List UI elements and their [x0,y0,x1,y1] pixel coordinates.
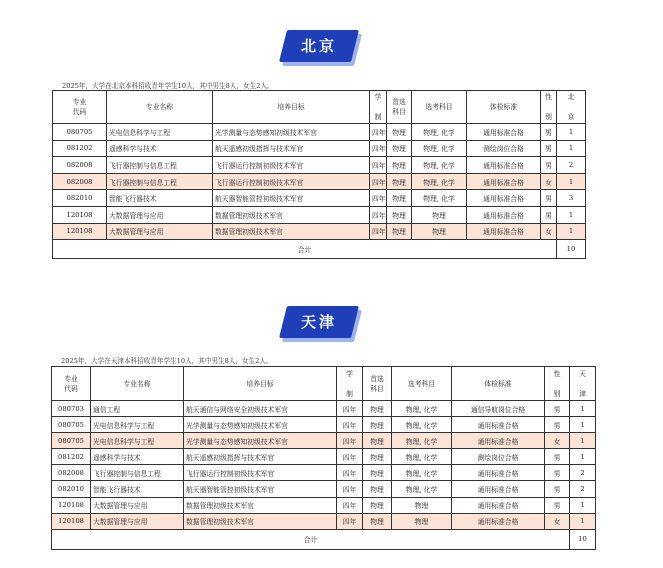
cell-elective: 物理, 化学 [412,190,467,207]
cell-first-subject: 物理 [363,465,392,481]
cell-elective: 物理, 化学 [412,124,467,141]
table-row [52,417,596,433]
col-header-quota: 天 津 [570,367,596,401]
cell-physical-standard: 通用标准合格 [467,173,541,190]
table-row [53,206,586,223]
cell-first-subject: 物理 [387,157,412,174]
badge-label: 天津 [300,313,337,331]
cell-code: 081202 [53,140,107,157]
cell-duration: 四年 [337,417,363,433]
cell-code: 120108 [52,497,91,513]
cell-training-target: 光学测量与态势感知初级技术军官 [213,124,370,141]
cell-elective: 物理, 化学 [392,449,452,465]
table-row [52,497,596,513]
cell-code: 082008 [52,465,91,481]
enrollment-note: 2025年，大学在天津本科招收青年学生10人，其中男生8人，女生2人。 [61,357,273,365]
col-header-physical: 体检标准 [467,91,541,124]
col-header-quota: 北 京 [557,91,586,124]
cell-duration: 四年 [337,449,363,465]
cell-physical-standard: 通用标准合格 [452,513,545,529]
cell-code: 082010 [52,481,91,497]
cell-training-target: 航天器智能管控初级技术军官 [184,481,337,497]
cell-first-subject: 物理 [363,401,392,417]
cell-major-name: 智能飞行器技术 [107,190,213,207]
badge-label: 北京 [300,37,337,55]
cell-quota: 1 [570,401,596,417]
cell-elective: 物理, 化学 [392,433,452,449]
cell-elective: 物理, 化学 [412,157,467,174]
cell-gender: 男 [541,157,557,174]
enrollment-note: 2025年，大学在北京本科招收青年学生10人，其中男生8人，女生2人。 [62,82,274,90]
cell-gender: 男 [545,481,570,497]
cell-major-name: 大数据管理与应用 [91,497,184,513]
cell-quota: 2 [570,481,596,497]
table-row [53,190,586,207]
cell-training-target: 飞行器运行控制初级技术军官 [213,173,370,190]
cell-major-name: 光电信息科学与工程 [91,417,184,433]
cell-elective: 物理 [392,497,452,513]
cell-major-name: 智能飞行器技术 [91,481,184,497]
cell-major-name: 飞行器控制与信息工程 [107,173,213,190]
col-header-target: 培养目标 [184,367,337,401]
cell-training-target: 航天器智能管控初级技术军官 [213,190,370,207]
cell-training-target: 光学测量与态势感知初级技术军官 [184,433,337,449]
cell-training-target: 数据管理初级技术军官 [213,206,370,223]
total-row [52,529,596,549]
cell-duration: 四年 [370,157,387,174]
cell-major-name: 大数据管理与应用 [91,513,184,529]
table-header-row [52,367,596,401]
cell-duration: 四年 [370,206,387,223]
table-row [53,173,586,190]
cell-code: 080705 [53,124,107,141]
cell-gender: 女 [541,223,557,240]
cell-quota: 2 [570,465,596,481]
cell-first-subject: 物理 [387,206,412,223]
cell-quota: 1 [570,433,596,449]
cell-code: 080703 [52,401,91,417]
col-header-elective: 选考科目 [392,367,452,401]
cell-duration: 四年 [337,465,363,481]
cell-first-subject: 物理 [363,497,392,513]
cell-gender: 女 [545,513,570,529]
cell-first-subject: 物理 [363,481,392,497]
cell-major-name: 遥感科学与技术 [107,140,213,157]
cell-quota: 1 [557,140,586,157]
cell-duration: 四年 [337,497,363,513]
section-badge-beijing [279,30,359,62]
cell-first-subject: 物理 [387,190,412,207]
col-header-gender: 性 别 [541,91,557,124]
col-header-elective: 选考科目 [412,91,467,124]
cell-training-target: 航天遥感初级指挥与技术军官 [213,140,370,157]
cell-gender: 男 [541,140,557,157]
cell-physical-standard: 测绘岗位合格 [452,449,545,465]
cell-elective: 物理, 化学 [392,417,452,433]
table-body [52,401,596,550]
cell-elective: 物理 [392,513,452,529]
table-body [53,124,586,259]
col-header-target: 培养目标 [213,91,370,124]
cell-training-target: 数据管理初级技术军官 [184,497,337,513]
cell-physical-standard: 通用标准合格 [467,157,541,174]
cell-physical-standard: 通用标准合格 [452,433,545,449]
table-row [52,433,596,449]
table-row [52,401,596,417]
cell-quota: 1 [570,513,596,529]
admission-table-beijing [52,90,586,259]
total-row [53,240,586,259]
cell-quota: 1 [557,206,586,223]
cell-code: 082008 [53,157,107,174]
col-header-first-subject: 首选 科目 [363,367,392,401]
cell-training-target: 航天遥感初级指挥与技术军官 [184,449,337,465]
cell-elective: 物理, 化学 [392,465,452,481]
cell-quota: 1 [570,497,596,513]
table-row [53,124,586,141]
cell-duration: 四年 [337,401,363,417]
cell-major-name: 飞行器控制与信息工程 [107,157,213,174]
cell-gender: 男 [541,190,557,207]
cell-physical-standard: 通用标准合格 [467,223,541,240]
table-row [53,157,586,174]
cell-major-name: 通信工程 [91,401,184,417]
cell-major-name: 大数据管理与应用 [107,223,213,240]
cell-physical-standard: 通用标准合格 [467,190,541,207]
cell-training-target: 数据管理初级技术军官 [213,223,370,240]
cell-code: 082008 [53,173,107,190]
cell-physical-standard: 通用标准合格 [452,497,545,513]
cell-physical-standard: 通信导航岗位合格 [452,401,545,417]
cell-elective: 物理 [412,206,467,223]
cell-gender: 男 [545,417,570,433]
cell-elective: 物理, 化学 [392,401,452,417]
admission-table-tianjin [51,366,596,550]
cell-first-subject: 物理 [387,223,412,240]
cell-code: 120108 [52,513,91,529]
section-badge-tianjin [279,306,359,338]
total-label: 合计 [52,529,570,549]
cell-gender: 男 [545,449,570,465]
cell-quota: 1 [557,173,586,190]
cell-training-target: 航天通信与网络安全初级技术军官 [184,401,337,417]
cell-gender: 女 [541,173,557,190]
cell-training-target: 光学测量与态势感知初级技术军官 [184,417,337,433]
cell-physical-standard: 通用标准合格 [452,481,545,497]
table-row [53,223,586,240]
cell-duration: 四年 [370,223,387,240]
cell-first-subject: 物理 [363,449,392,465]
cell-code: 082010 [53,190,107,207]
cell-first-subject: 物理 [363,417,392,433]
cell-first-subject: 物理 [387,124,412,141]
cell-training-target: 数据管理初级技术军官 [184,513,337,529]
cell-code: 081202 [52,449,91,465]
cell-first-subject: 物理 [387,140,412,157]
table-row [52,513,596,529]
cell-gender: 男 [545,401,570,417]
cell-major-name: 光电信息科学与工程 [91,433,184,449]
col-header-name: 专业名称 [91,367,184,401]
cell-quota: 1 [570,417,596,433]
cell-gender: 女 [545,433,570,449]
cell-training-target: 飞行器运行控制初级技术军官 [213,157,370,174]
cell-duration: 四年 [370,140,387,157]
cell-physical-standard: 通用标准合格 [452,465,545,481]
table-row [53,140,586,157]
col-header-duration: 学 制 [370,91,387,124]
cell-elective: 物理, 化学 [412,140,467,157]
cell-duration: 四年 [337,513,363,529]
cell-physical-standard: 通用标准合格 [467,124,541,141]
col-header-name: 专业名称 [107,91,213,124]
cell-training-target: 飞行器运行控制初级技术军官 [184,465,337,481]
cell-first-subject: 物理 [363,513,392,529]
cell-quota: 3 [557,190,586,207]
cell-duration: 四年 [337,433,363,449]
cell-major-name: 光电信息科学与工程 [107,124,213,141]
cell-quota: 1 [557,124,586,141]
cell-elective: 物理, 化学 [392,481,452,497]
cell-physical-standard: 测绘岗位合格 [467,140,541,157]
col-header-code: 专业 代码 [53,91,107,124]
cell-first-subject: 物理 [387,173,412,190]
cell-major-name: 遥感科学与技术 [91,449,184,465]
cell-duration: 四年 [370,173,387,190]
table-row [52,481,596,497]
cell-code: 080705 [52,417,91,433]
cell-quota: 1 [557,223,586,240]
col-header-physical: 体检标准 [452,367,545,401]
total-value: 10 [570,529,596,549]
total-label: 合计 [53,240,557,259]
cell-elective: 物理, 化学 [412,173,467,190]
cell-gender: 男 [545,497,570,513]
col-header-duration: 学 制 [337,367,363,401]
col-header-gender: 性 别 [545,367,570,401]
col-header-first-subject: 首选 科目 [387,91,412,124]
cell-first-subject: 物理 [363,433,392,449]
cell-major-name: 大数据管理与应用 [107,206,213,223]
cell-quota: 2 [557,157,586,174]
cell-elective: 物理 [412,223,467,240]
cell-physical-standard: 通用标准合格 [467,206,541,223]
cell-code: 120108 [53,223,107,240]
total-value: 10 [557,240,586,259]
cell-quota: 1 [570,449,596,465]
cell-code: 080705 [52,433,91,449]
cell-gender: 男 [545,465,570,481]
cell-duration: 四年 [370,190,387,207]
cell-physical-standard: 通用标准合格 [452,417,545,433]
cell-gender: 男 [541,206,557,223]
cell-duration: 四年 [337,481,363,497]
cell-code: 120108 [53,206,107,223]
col-header-code: 专业 代码 [52,367,91,401]
cell-gender: 男 [541,124,557,141]
cell-major-name: 飞行器控制与信息工程 [91,465,184,481]
table-row [52,465,596,481]
table-header-row [53,91,586,124]
cell-duration: 四年 [370,124,387,141]
table-row [52,449,596,465]
